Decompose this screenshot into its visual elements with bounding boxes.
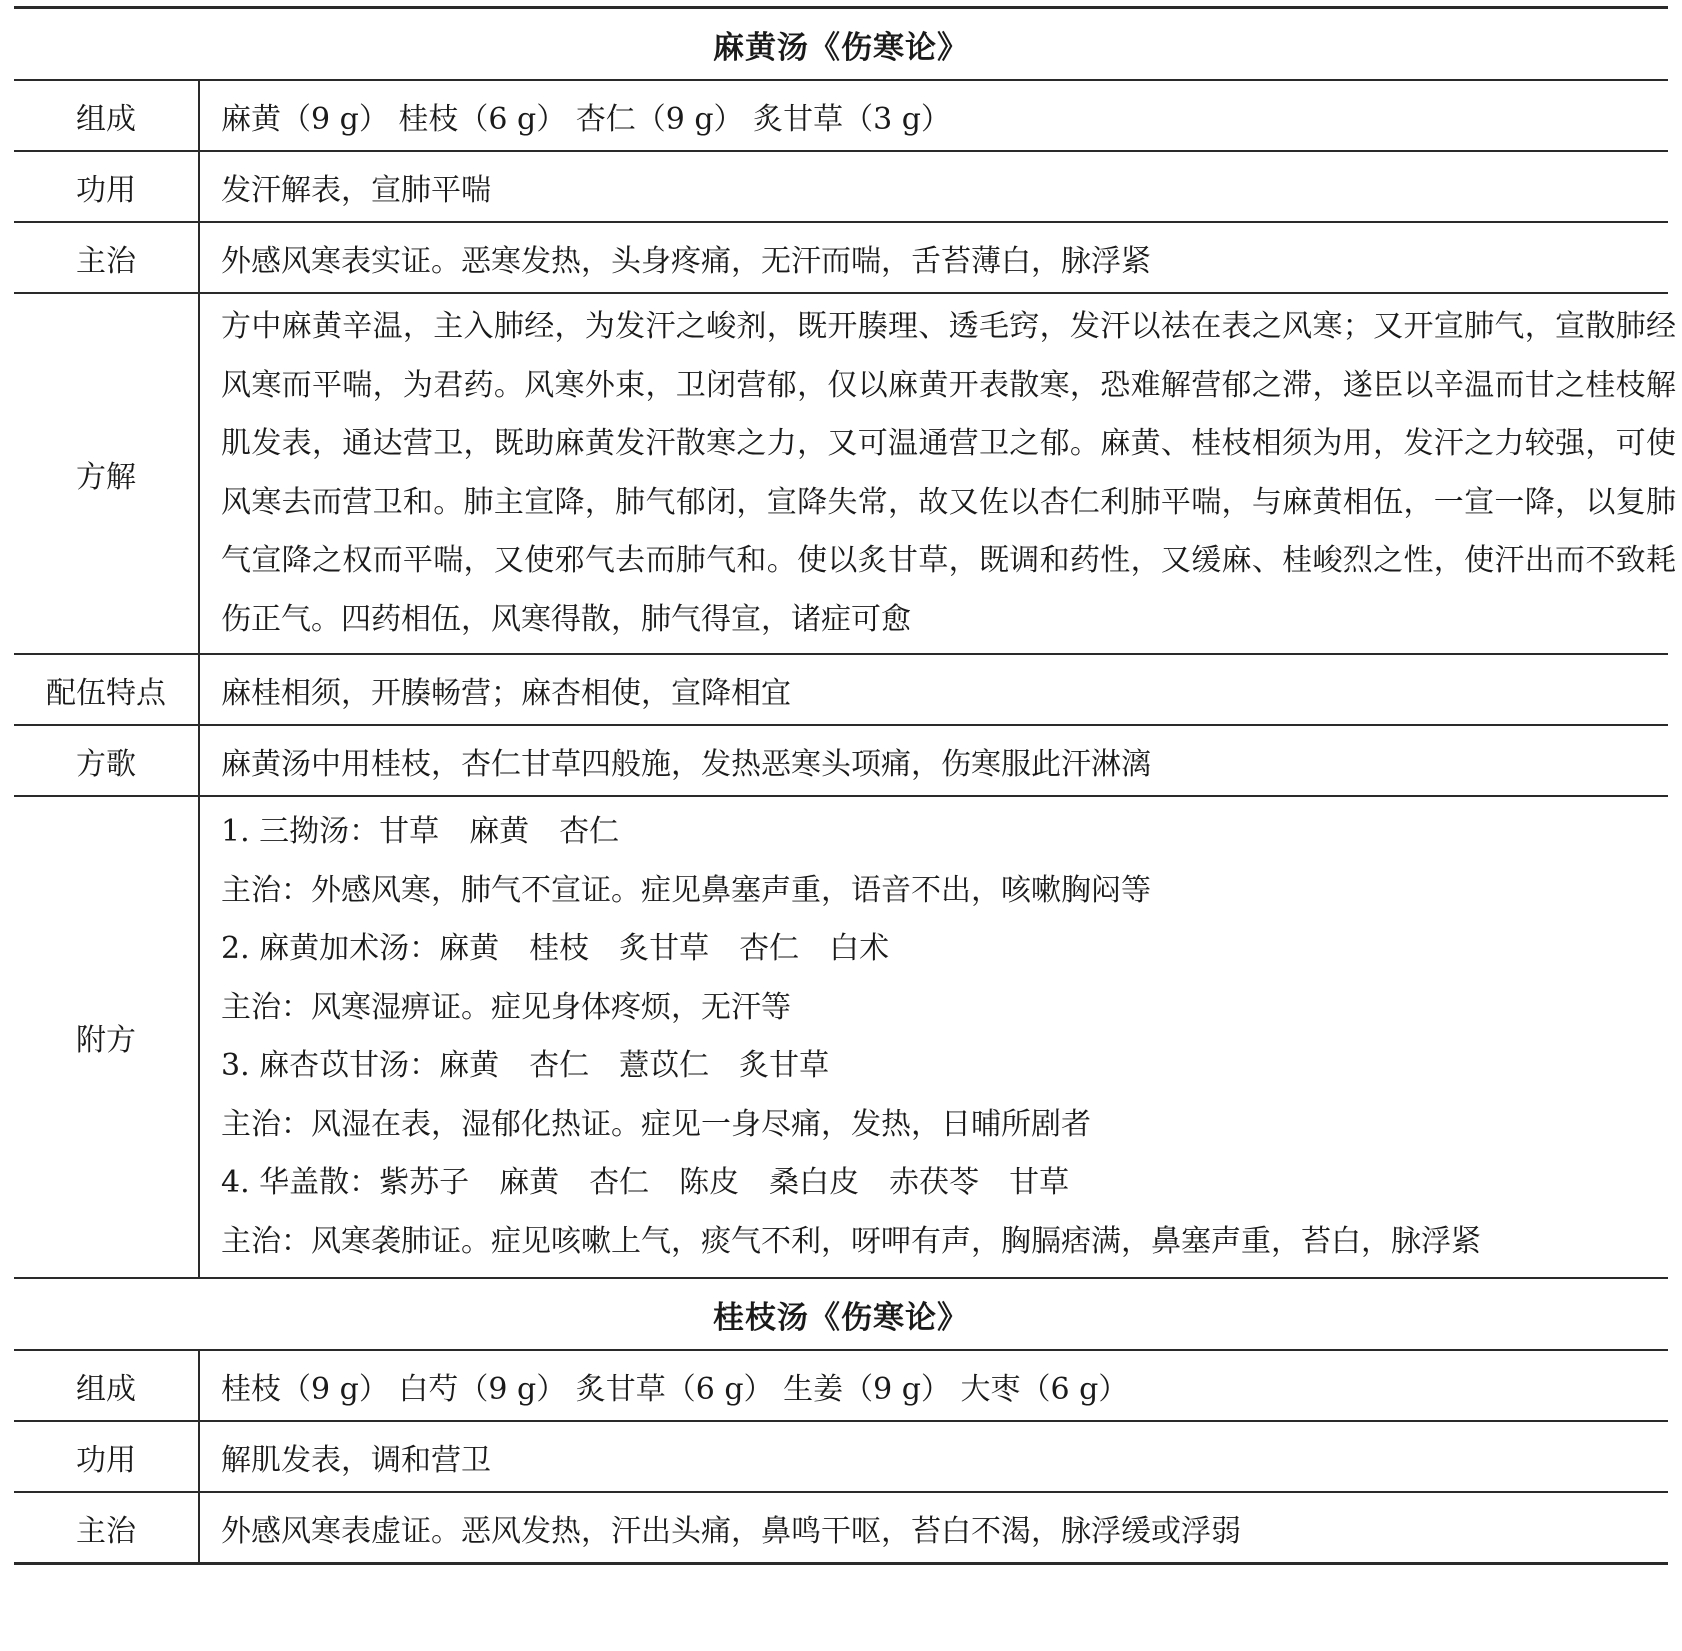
row-value: 麻黄汤中用桂枝，杏仁甘草四般施，发热恶寒头项痛，伤寒服此汗淋漓 [199, 725, 1668, 796]
list-item: 4. 华盖散：紫苏子 麻黄 杏仁 陈皮 桑白皮 赤茯苓 甘草 [221, 1165, 1070, 1200]
section-title-row [14, 1278, 1668, 1350]
table-row [14, 1350, 1668, 1421]
table-row [14, 151, 1668, 222]
table-row [14, 796, 1668, 1278]
table-row [14, 725, 1668, 796]
row-label: 组成 [14, 1350, 199, 1421]
row-value: 发汗解表，宣肺平喘 [199, 151, 1668, 222]
section-title-row [14, 8, 1668, 81]
formula-table [14, 6, 1676, 1565]
formula-sheet [14, 6, 1676, 1565]
list-item: 主治：风寒湿痹证。症见身体疼烦，无汗等 [221, 989, 791, 1025]
row-label: 方解 [14, 293, 199, 654]
row-value: 麻桂相须，开腠畅营；麻杏相使，宣降相宜 [199, 654, 1668, 725]
row-value: 麻黄（9 g） 桂枝（6 g） 杏仁（9 g） 炙甘草（3 g） [199, 80, 1668, 151]
row-value: 外感风寒表实证。恶寒发热，头身疼痛，无汗而喘，舌苔薄白，脉浮紧 [199, 222, 1668, 293]
list-item: 主治：外感风寒，肺气不宣证。症见鼻塞声重，语音不出，咳嗽胸闷等 [221, 872, 1151, 908]
row-label: 方歌 [14, 725, 199, 796]
row-label: 组成 [14, 80, 199, 151]
section-title: 麻黄汤《伤寒论》 [14, 8, 1668, 81]
table-row [14, 222, 1668, 293]
row-value: 解肌发表，调和营卫 [199, 1421, 1668, 1492]
row-label: 主治 [14, 222, 199, 293]
row-label: 功用 [14, 151, 199, 222]
list-item: 主治：风湿在表，湿郁化热证。症见一身尽痛，发热，日晡所剧者 [221, 1106, 1091, 1142]
row-value: 外感风寒表虚证。恶风发热，汗出头痛，鼻鸣干呕，苔白不渴，脉浮缓或浮弱 [199, 1492, 1668, 1564]
table-row [14, 1492, 1668, 1564]
row-value [199, 293, 1676, 654]
list-item: 主治：风寒袭肺证。症见咳嗽上气，痰气不利，呀呷有声，胸膈痞满，鼻塞声重，苔白，脉浮紧 [221, 1223, 1481, 1259]
list-item: 1. 三拗汤：甘草 麻黄 杏仁 [221, 814, 620, 849]
section-title: 桂枝汤《伤寒论》 [14, 1278, 1668, 1350]
list-item: 2. 麻黄加术汤：麻黄 桂枝 炙甘草 杏仁 白术 [221, 931, 890, 966]
list-item: 3. 麻杏苡甘汤：麻黄 杏仁 薏苡仁 炙甘草 [221, 1048, 830, 1083]
row-label: 主治 [14, 1492, 199, 1564]
fufang-list [221, 797, 1668, 1277]
row-value: 桂枝（9 g） 白芍（9 g） 炙甘草（6 g） 生姜（9 g） 大枣（6 g） [199, 1350, 1668, 1421]
table-row [14, 1421, 1668, 1492]
table-row [14, 80, 1668, 151]
table-row [14, 654, 1668, 725]
fangjie-paragraph: 方中麻黄辛温，主入肺经，为发汗之峻剂，既开腠理、透毛窍，发汗以祛在表之风寒；又开宣肺气，宣散肺经风寒而平喘，为君药。风寒外束，卫闭营郁，仅以麻黄开表散寒，恐难解营郁之滞，遂臣以辛温而甘之桂枝解肌发表，通达营卫，既助麻黄发汗散寒之力，又可温通营卫之郁。麻黄、桂枝相须为用，发汗之力较强，可使风寒去而营卫和。肺主宣降，肺气郁闭，宣降失常，故又佐以杏仁利肺平喘，与麻黄相伍，一宣一降，以复肺气宣降之权而平喘，又使邪气去而肺气和。使以炙甘草，既调和药性，又缓麻、桂峻烈之性，使汗出而不致耗伤正气。四药相伍，风寒得散，肺气得宣，诸症可愈 [221, 309, 1676, 637]
row-value [199, 796, 1668, 1278]
row-label: 功用 [14, 1421, 199, 1492]
row-label: 配伍特点 [14, 654, 199, 725]
row-label: 附方 [14, 796, 199, 1278]
table-row [14, 293, 1668, 654]
